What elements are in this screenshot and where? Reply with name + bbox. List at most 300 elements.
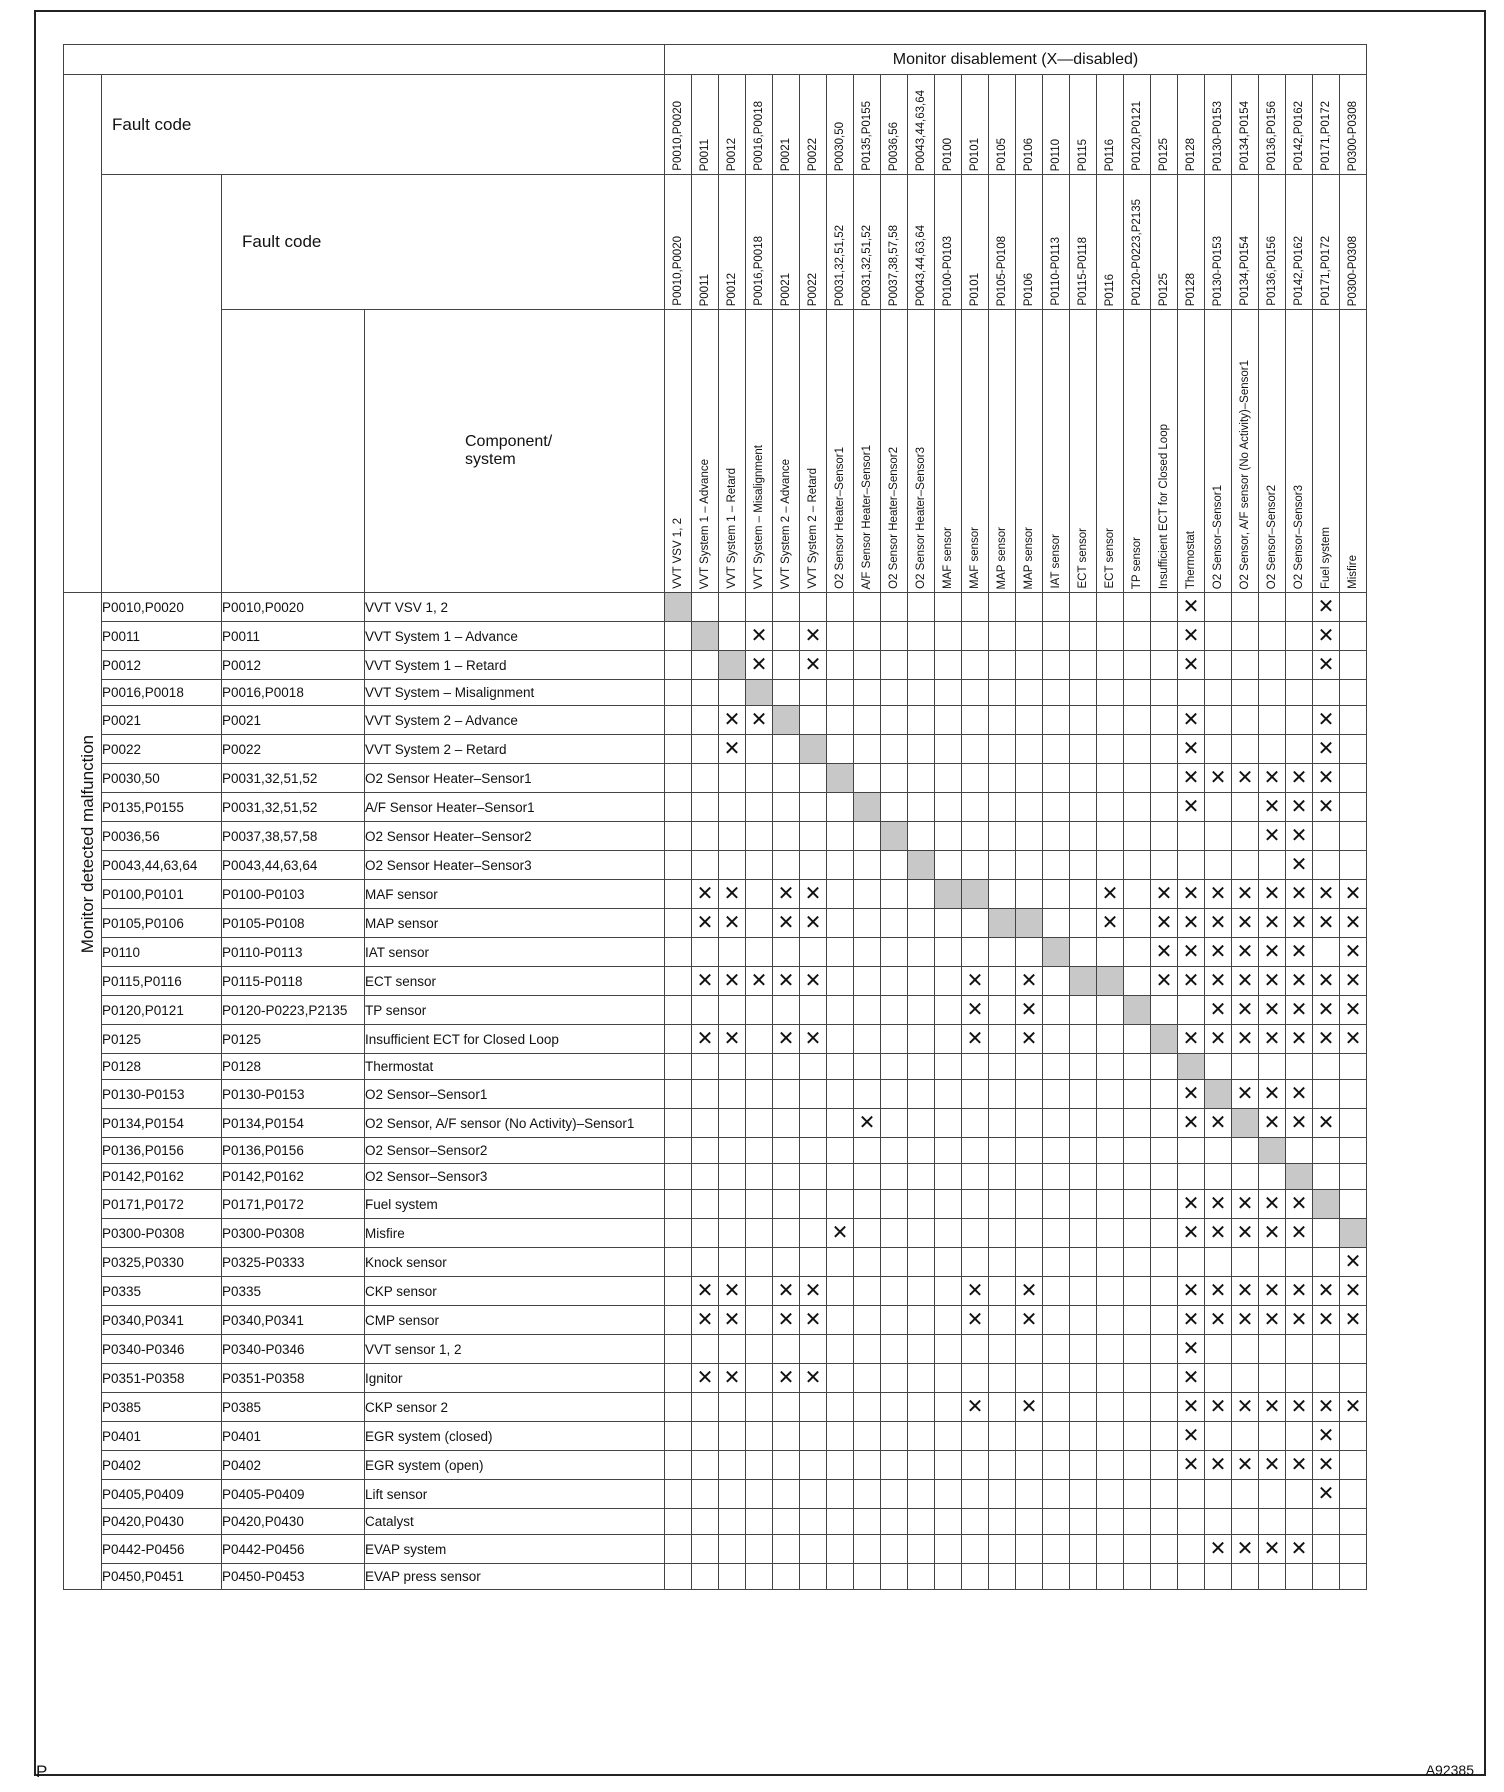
matrix-cell xyxy=(1286,764,1313,793)
matrix-cell xyxy=(1340,1164,1367,1190)
matrix-cell xyxy=(908,822,935,851)
matrix-cell xyxy=(989,1080,1016,1109)
matrix-cell xyxy=(1124,1364,1151,1393)
disabled-mark-icon: ✕ xyxy=(1182,1309,1200,1331)
disabled-mark-icon: ✕ xyxy=(966,999,984,1021)
col-code2-cell xyxy=(1124,175,1151,310)
row-code2: P0125 xyxy=(222,1025,365,1054)
matrix-cell xyxy=(1124,1248,1151,1277)
matrix-cell xyxy=(692,1564,719,1590)
disabled-mark-icon: ✕ xyxy=(1209,1028,1227,1050)
matrix-cell xyxy=(1205,680,1232,706)
table-row xyxy=(64,622,1367,651)
disabled-mark-icon: ✕ xyxy=(1236,999,1254,1021)
col-code2: P0031,32,51,52 xyxy=(834,224,846,306)
disabled-mark-icon: ✕ xyxy=(1020,1396,1038,1418)
matrix-cell xyxy=(827,822,854,851)
matrix-cell xyxy=(1043,793,1070,822)
matrix-cell xyxy=(908,909,935,938)
matrix-cell xyxy=(827,1393,854,1422)
matrix-cell xyxy=(1259,1393,1286,1422)
matrix-cell xyxy=(1205,996,1232,1025)
table-row xyxy=(64,1509,1367,1535)
matrix-cell xyxy=(962,1535,989,1564)
col-code1: P0022 xyxy=(807,137,819,171)
matrix-cell xyxy=(746,1054,773,1080)
monitor-detected-malfunction-label: Monitor detected malfunction xyxy=(78,735,97,954)
matrix-cell xyxy=(1124,680,1151,706)
col-code2: P0134,P0154 xyxy=(1239,236,1251,306)
matrix-cell xyxy=(1178,764,1205,793)
matrix-cell xyxy=(746,967,773,996)
disabled-mark-icon: ✕ xyxy=(777,912,795,934)
matrix-cell xyxy=(746,1535,773,1564)
col-name-cell xyxy=(935,310,962,593)
matrix-cell xyxy=(800,651,827,680)
matrix-cell xyxy=(881,793,908,822)
col-code2: P0115-P0118 xyxy=(1077,237,1089,306)
disabled-mark-icon: ✕ xyxy=(777,1367,795,1389)
row-component: Catalyst xyxy=(365,1509,665,1535)
matrix-cell xyxy=(1313,793,1340,822)
matrix-cell xyxy=(989,938,1016,967)
disabled-mark-icon: ✕ xyxy=(1317,596,1335,618)
matrix-cell xyxy=(1340,706,1367,735)
matrix-cell xyxy=(692,1080,719,1109)
disabled-mark-icon: ✕ xyxy=(1155,941,1173,963)
matrix-cell xyxy=(962,909,989,938)
matrix-cell xyxy=(1043,1138,1070,1164)
disabled-mark-icon: ✕ xyxy=(804,1028,822,1050)
matrix-cell xyxy=(962,1451,989,1480)
matrix-cell xyxy=(800,1564,827,1590)
disabled-mark-icon: ✕ xyxy=(1263,970,1281,992)
matrix-cell xyxy=(1232,622,1259,651)
matrix-cell xyxy=(1259,793,1286,822)
col-code1: P0106 xyxy=(1023,137,1035,171)
disabled-mark-icon: ✕ xyxy=(1155,883,1173,905)
matrix-cell xyxy=(1043,1364,1070,1393)
matrix-cell xyxy=(1151,1306,1178,1335)
matrix-cell xyxy=(989,764,1016,793)
row-code2: P0100-P0103 xyxy=(222,880,365,909)
matrix-cell xyxy=(692,1422,719,1451)
col-name: Misfire xyxy=(1347,555,1359,589)
matrix-cell xyxy=(827,793,854,822)
disabled-mark-icon: ✕ xyxy=(1209,1280,1227,1302)
disabled-mark-icon: ✕ xyxy=(723,738,741,760)
matrix-cell xyxy=(1097,1164,1124,1190)
matrix-cell xyxy=(1205,1422,1232,1451)
disabled-mark-icon: ✕ xyxy=(1317,796,1335,818)
diagonal-cell xyxy=(1097,967,1124,996)
matrix-cell xyxy=(1313,967,1340,996)
matrix-cell xyxy=(719,909,746,938)
matrix-cell xyxy=(908,1080,935,1109)
matrix-cell xyxy=(1016,1422,1043,1451)
matrix-cell xyxy=(1097,593,1124,622)
matrix-cell xyxy=(1313,1535,1340,1564)
col-code1-cell xyxy=(800,75,827,175)
matrix-cell xyxy=(1016,1109,1043,1138)
col-name: O2 Sensor–Sensor3 xyxy=(1293,484,1305,589)
matrix-cell xyxy=(1286,1364,1313,1393)
row-component: Lift sensor xyxy=(365,1480,665,1509)
monitor-disablement-table xyxy=(63,44,1367,1590)
matrix-cell xyxy=(1205,793,1232,822)
disabled-mark-icon: ✕ xyxy=(1317,1280,1335,1302)
matrix-cell xyxy=(881,1138,908,1164)
matrix-cell xyxy=(989,706,1016,735)
col-name-cell xyxy=(962,310,989,593)
matrix-cell xyxy=(1313,1248,1340,1277)
matrix-cell xyxy=(854,1109,881,1138)
matrix-cell xyxy=(1259,1364,1286,1393)
matrix-cell xyxy=(1124,1509,1151,1535)
matrix-cell xyxy=(1151,1335,1178,1364)
matrix-cell xyxy=(908,1335,935,1364)
col-code2-cell xyxy=(1043,175,1070,310)
matrix-cell xyxy=(935,1564,962,1590)
matrix-cell xyxy=(1151,1509,1178,1535)
table-row xyxy=(64,1164,1367,1190)
matrix-cell xyxy=(1340,851,1367,880)
matrix-cell xyxy=(962,622,989,651)
row-code1: P0405,P0409 xyxy=(102,1480,222,1509)
row-code2: P0022 xyxy=(222,735,365,764)
col-code2-cell xyxy=(1340,175,1367,310)
monitor-disablement-title: Monitor disablement (X—disabled) xyxy=(665,45,1367,75)
col-code2: P0116 xyxy=(1104,273,1116,306)
matrix-cell xyxy=(1124,1535,1151,1564)
matrix-cell xyxy=(1205,1451,1232,1480)
matrix-cell xyxy=(1178,1364,1205,1393)
disabled-mark-icon: ✕ xyxy=(1182,970,1200,992)
matrix-cell xyxy=(773,735,800,764)
matrix-cell xyxy=(1016,1393,1043,1422)
col-code2: P0031,32,51,52 xyxy=(861,224,873,306)
matrix-cell xyxy=(773,1306,800,1335)
matrix-cell xyxy=(854,1054,881,1080)
matrix-cell xyxy=(1340,1080,1367,1109)
matrix-cell xyxy=(1016,1451,1043,1480)
disabled-mark-icon: ✕ xyxy=(1209,1222,1227,1244)
matrix-cell xyxy=(1232,1025,1259,1054)
table-row xyxy=(64,1219,1367,1248)
disabled-mark-icon: ✕ xyxy=(1209,767,1227,789)
matrix-cell xyxy=(1070,1138,1097,1164)
disabled-mark-icon: ✕ xyxy=(1155,912,1173,934)
disabled-mark-icon: ✕ xyxy=(1263,1112,1281,1134)
matrix-cell xyxy=(1178,1109,1205,1138)
matrix-cell xyxy=(665,764,692,793)
matrix-cell xyxy=(665,1277,692,1306)
matrix-cell xyxy=(1151,735,1178,764)
matrix-cell xyxy=(1313,622,1340,651)
matrix-cell xyxy=(773,996,800,1025)
matrix-cell xyxy=(800,1306,827,1335)
col-code2: P0171,P0172 xyxy=(1320,236,1332,306)
matrix-cell xyxy=(1286,622,1313,651)
matrix-cell xyxy=(1070,764,1097,793)
matrix-cell xyxy=(1151,880,1178,909)
matrix-cell xyxy=(854,680,881,706)
matrix-cell xyxy=(1097,1335,1124,1364)
header-indent-2 xyxy=(222,310,365,593)
matrix-cell xyxy=(1124,938,1151,967)
col-code2-cell xyxy=(1259,175,1286,310)
disabled-mark-icon: ✕ xyxy=(1209,1193,1227,1215)
matrix-cell xyxy=(800,1480,827,1509)
row-code2: P0128 xyxy=(222,1054,365,1080)
matrix-cell xyxy=(1232,764,1259,793)
col-name: TP sensor xyxy=(1131,536,1143,589)
row-component: EVAP press sensor xyxy=(365,1564,665,1590)
matrix-cell xyxy=(881,967,908,996)
disabled-mark-icon: ✕ xyxy=(1020,1028,1038,1050)
matrix-cell xyxy=(827,1025,854,1054)
matrix-cell xyxy=(1124,880,1151,909)
matrix-cell xyxy=(1016,1277,1043,1306)
matrix-cell xyxy=(1205,909,1232,938)
diagonal-cell xyxy=(1151,1025,1178,1054)
disabled-mark-icon: ✕ xyxy=(1263,796,1281,818)
matrix-cell xyxy=(962,1364,989,1393)
matrix-cell xyxy=(1016,1509,1043,1535)
matrix-cell xyxy=(1313,1306,1340,1335)
matrix-cell xyxy=(989,593,1016,622)
matrix-cell xyxy=(881,622,908,651)
disabled-mark-icon: ✕ xyxy=(1263,1083,1281,1105)
matrix-cell xyxy=(1286,735,1313,764)
matrix-cell xyxy=(1043,909,1070,938)
disabled-mark-icon: ✕ xyxy=(696,1028,714,1050)
disabled-mark-icon: ✕ xyxy=(1263,1280,1281,1302)
row-code2: P0401 xyxy=(222,1422,365,1451)
col-code2-cell xyxy=(719,175,746,310)
disabled-mark-icon: ✕ xyxy=(1290,1193,1308,1215)
matrix-cell xyxy=(773,651,800,680)
disabled-mark-icon: ✕ xyxy=(1236,912,1254,934)
matrix-cell xyxy=(854,909,881,938)
matrix-cell xyxy=(908,1564,935,1590)
matrix-cell xyxy=(1043,1025,1070,1054)
matrix-cell xyxy=(908,967,935,996)
diagonal-cell xyxy=(746,680,773,706)
matrix-cell xyxy=(1178,1025,1205,1054)
disabled-mark-icon: ✕ xyxy=(1263,912,1281,934)
disabled-mark-icon: ✕ xyxy=(750,709,768,731)
matrix-cell xyxy=(1313,1277,1340,1306)
row-code1: P0105,P0106 xyxy=(102,909,222,938)
disabled-mark-icon: ✕ xyxy=(804,970,822,992)
matrix-cell xyxy=(1043,822,1070,851)
row-code2: P0021 xyxy=(222,706,365,735)
matrix-cell xyxy=(665,1306,692,1335)
diagonal-cell xyxy=(989,909,1016,938)
matrix-cell xyxy=(665,1054,692,1080)
matrix-cell xyxy=(989,1054,1016,1080)
matrix-cell xyxy=(1313,680,1340,706)
matrix-cell xyxy=(854,706,881,735)
matrix-cell xyxy=(1097,1451,1124,1480)
matrix-cell xyxy=(962,1109,989,1138)
disabled-mark-icon: ✕ xyxy=(1290,1454,1308,1476)
matrix-cell xyxy=(1259,651,1286,680)
matrix-cell xyxy=(935,1025,962,1054)
matrix-cell xyxy=(989,1364,1016,1393)
matrix-cell xyxy=(1313,706,1340,735)
disabled-mark-icon: ✕ xyxy=(1182,709,1200,731)
matrix-cell xyxy=(1232,1335,1259,1364)
matrix-cell xyxy=(1070,1393,1097,1422)
matrix-cell xyxy=(1151,1054,1178,1080)
matrix-cell xyxy=(1070,1422,1097,1451)
matrix-cell xyxy=(881,1451,908,1480)
matrix-cell xyxy=(1286,967,1313,996)
matrix-cell xyxy=(1016,1219,1043,1248)
matrix-cell xyxy=(773,1509,800,1535)
disabled-mark-icon: ✕ xyxy=(1209,883,1227,905)
disabled-mark-icon: ✕ xyxy=(1182,1425,1200,1447)
row-component: MAF sensor xyxy=(365,880,665,909)
disabled-mark-icon: ✕ xyxy=(1344,883,1362,905)
matrix-cell xyxy=(1259,1564,1286,1590)
matrix-cell xyxy=(827,1564,854,1590)
matrix-cell xyxy=(1043,1451,1070,1480)
matrix-cell xyxy=(719,1054,746,1080)
col-name-cell xyxy=(1205,310,1232,593)
col-code1-cell xyxy=(908,75,935,175)
matrix-cell xyxy=(719,593,746,622)
matrix-cell xyxy=(1097,1509,1124,1535)
disabled-mark-icon: ✕ xyxy=(1344,1028,1362,1050)
matrix-cell xyxy=(1124,706,1151,735)
matrix-cell xyxy=(665,1451,692,1480)
col-name-cell xyxy=(1097,310,1124,593)
matrix-cell xyxy=(827,1190,854,1219)
matrix-cell xyxy=(1259,1509,1286,1535)
matrix-cell xyxy=(1232,680,1259,706)
matrix-cell xyxy=(1016,1080,1043,1109)
col-code2-cell xyxy=(1205,175,1232,310)
matrix-cell xyxy=(935,938,962,967)
diagonal-cell xyxy=(1313,1190,1340,1219)
disabled-mark-icon: ✕ xyxy=(723,883,741,905)
matrix-cell xyxy=(827,1138,854,1164)
matrix-cell xyxy=(854,593,881,622)
matrix-cell xyxy=(1151,1164,1178,1190)
matrix-cell xyxy=(1070,1277,1097,1306)
matrix-cell xyxy=(827,680,854,706)
matrix-cell xyxy=(1232,1277,1259,1306)
disabled-mark-icon: ✕ xyxy=(966,970,984,992)
table-row xyxy=(64,1109,1367,1138)
col-code1: P0116 xyxy=(1104,138,1116,171)
matrix-cell xyxy=(1232,1054,1259,1080)
matrix-cell xyxy=(800,938,827,967)
matrix-cell xyxy=(746,851,773,880)
matrix-cell xyxy=(665,1025,692,1054)
matrix-cell xyxy=(908,735,935,764)
row-code1: P0420,P0430 xyxy=(102,1509,222,1535)
matrix-cell xyxy=(665,680,692,706)
matrix-cell xyxy=(827,735,854,764)
matrix-cell xyxy=(1340,680,1367,706)
matrix-cell xyxy=(1232,1306,1259,1335)
matrix-cell xyxy=(1070,1109,1097,1138)
matrix-cell xyxy=(692,1190,719,1219)
matrix-cell xyxy=(1313,1422,1340,1451)
row-component: O2 Sensor Heater–Sensor2 xyxy=(365,822,665,851)
disabled-mark-icon: ✕ xyxy=(1236,883,1254,905)
row-code1: P0325,P0330 xyxy=(102,1248,222,1277)
col-name-cell xyxy=(854,310,881,593)
matrix-cell xyxy=(800,996,827,1025)
matrix-cell xyxy=(1070,1480,1097,1509)
matrix-cell xyxy=(1259,706,1286,735)
disabled-mark-icon: ✕ xyxy=(1236,1538,1254,1560)
matrix-cell xyxy=(800,1219,827,1248)
matrix-cell xyxy=(908,1109,935,1138)
diagonal-cell xyxy=(962,880,989,909)
col-name-cell xyxy=(827,310,854,593)
matrix-cell xyxy=(908,706,935,735)
matrix-cell xyxy=(1043,880,1070,909)
col-name: VVT System 1 – Advance xyxy=(699,458,711,589)
matrix-cell xyxy=(881,764,908,793)
matrix-cell xyxy=(962,1277,989,1306)
matrix-cell xyxy=(1043,593,1070,622)
disabled-mark-icon: ✕ xyxy=(1290,1396,1308,1418)
matrix-cell xyxy=(1313,1480,1340,1509)
col-code2: P0142,P0162 xyxy=(1293,236,1305,306)
matrix-cell xyxy=(773,1248,800,1277)
col-code1-cell xyxy=(773,75,800,175)
matrix-cell xyxy=(746,1164,773,1190)
matrix-cell xyxy=(935,996,962,1025)
matrix-cell xyxy=(1286,1564,1313,1590)
matrix-cell xyxy=(1043,1164,1070,1190)
matrix-cell xyxy=(935,1109,962,1138)
matrix-cell xyxy=(1340,1248,1367,1277)
matrix-cell xyxy=(989,1535,1016,1564)
disabled-mark-icon: ✕ xyxy=(1263,1309,1281,1331)
matrix-cell xyxy=(665,822,692,851)
matrix-cell xyxy=(1070,1451,1097,1480)
matrix-cell xyxy=(1178,1277,1205,1306)
matrix-cell xyxy=(1340,822,1367,851)
table-row xyxy=(64,1364,1367,1393)
matrix-cell xyxy=(1016,735,1043,764)
matrix-cell xyxy=(1286,938,1313,967)
col-code1-cell xyxy=(1259,75,1286,175)
diagonal-cell xyxy=(719,651,746,680)
col-code1-cell xyxy=(1205,75,1232,175)
matrix-cell xyxy=(1043,1335,1070,1364)
row-component: Knock sensor xyxy=(365,1248,665,1277)
col-name: Thermostat xyxy=(1185,530,1197,589)
matrix-cell xyxy=(1070,1535,1097,1564)
col-code1-cell xyxy=(746,75,773,175)
matrix-cell xyxy=(989,1564,1016,1590)
matrix-cell xyxy=(1097,735,1124,764)
matrix-cell xyxy=(1151,822,1178,851)
table-row xyxy=(64,880,1367,909)
matrix-cell xyxy=(881,851,908,880)
disabled-mark-icon: ✕ xyxy=(1236,1454,1254,1476)
row-code1: P0012 xyxy=(102,651,222,680)
